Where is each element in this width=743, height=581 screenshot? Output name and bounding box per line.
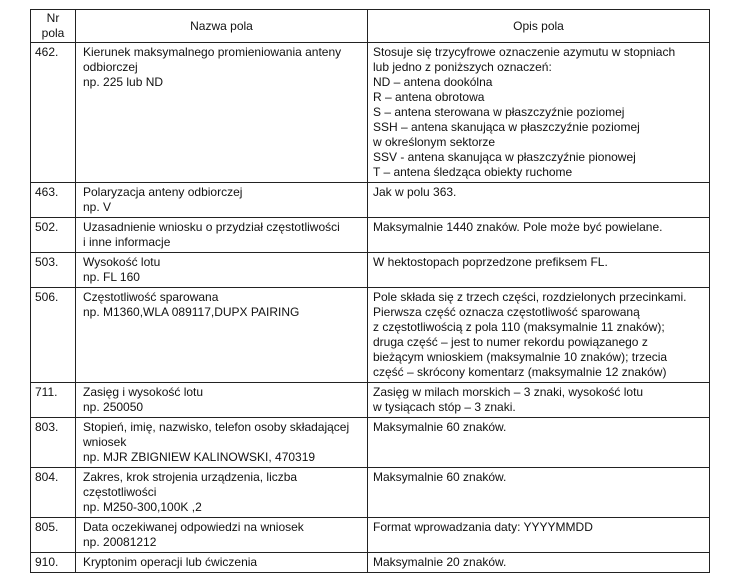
- header-field-description: Opis pola: [368, 10, 710, 43]
- field-name: Zasięg i wysokość lotu np. 250050: [76, 383, 368, 418]
- field-description: Format wprowadzania daty: YYYYMMDD: [368, 518, 710, 553]
- field-name: Polaryzacja anteny odbiorczej np. V: [76, 183, 368, 218]
- field-description: Zasięg w milach morskich – 3 znaki, wysokość lotu w tysiącach stóp – 3 znaki.: [368, 383, 710, 418]
- field-description: Stosuje się trzycyfrowe oznaczenie azymutu w stopniach lub jedno z poniższych oznaczeń: ND – antena dookólna R – antena obrotowa S – antena sterowana w płaszczyźnie poziomej SSH – antena skanująca w płaszczyźnie poziomej w określonym sektorze SSV - antena skanująca w płaszczyźnie pionowej T – antena śledząca obiekty ruchome: [368, 43, 710, 183]
- header-field-name: Nazwa pola: [76, 10, 368, 43]
- field-number: 506.: [31, 288, 76, 383]
- field-name: Częstotliwość sparowana np. M1360,WLA 089117,DUPX PAIRING: [76, 288, 368, 383]
- field-description: Pole składa się z trzech części, rozdzielonych przecinkami. Pierwsza część oznacza częstotliwość sparowaną z częstotliwością z pola 110 (maksymalnie 11 znaków); druga część – jest to numer rekordu powiązanego z bieżącym wnioskiem (maksymalnie 10 znaków); trzecia część – skrócony komentarz (maksymalnie 12 znaków): [368, 288, 710, 383]
- header-field-number: Nr pola: [31, 10, 76, 43]
- header-row: [31, 10, 710, 43]
- table-row: [31, 418, 710, 468]
- field-description: W hektostopach poprzedzone prefiksem FL.: [368, 253, 710, 288]
- field-name: Kryptonim operacji lub ćwiczenia: [76, 553, 368, 573]
- field-number: 803.: [31, 418, 76, 468]
- field-name: Stopień, imię, nazwisko, telefon osoby składającej wniosek np. MJR ZBIGNIEW KALINOWSKI, 470319: [76, 418, 368, 468]
- field-name: Zakres, krok strojenia urządzenia, liczba częstotliwości np. M250-300,100K ,2: [76, 468, 368, 518]
- table-header: [31, 10, 710, 43]
- table-row: [31, 383, 710, 418]
- field-number: 804.: [31, 468, 76, 518]
- table-row: [31, 288, 710, 383]
- field-description: Jak w polu 363.: [368, 183, 710, 218]
- field-description: Maksymalnie 60 znaków.: [368, 468, 710, 518]
- field-number: 502.: [31, 218, 76, 253]
- field-number: 711.: [31, 383, 76, 418]
- table-row: [31, 218, 710, 253]
- table-row: [31, 518, 710, 553]
- field-number: 910.: [31, 553, 76, 573]
- field-number: 503.: [31, 253, 76, 288]
- field-name: Uzasadnienie wniosku o przydział częstotliwości i inne informacje: [76, 218, 368, 253]
- fields-table: [30, 9, 710, 573]
- field-description: Maksymalnie 60 znaków.: [368, 418, 710, 468]
- table-row: [31, 183, 710, 218]
- field-number: 463.: [31, 183, 76, 218]
- table-row: [31, 43, 710, 183]
- field-name: Wysokość lotu np. FL 160: [76, 253, 368, 288]
- field-number: 805.: [31, 518, 76, 553]
- table-row: [31, 253, 710, 288]
- field-description: Maksymalnie 1440 znaków. Pole może być powielane.: [368, 218, 710, 253]
- table-body: [31, 43, 710, 573]
- field-number: 462.: [31, 43, 76, 183]
- table-row: [31, 468, 710, 518]
- field-name: Kierunek maksymalnego promieniowania anteny odbiorczej np. 225 lub ND: [76, 43, 368, 183]
- table-row: [31, 553, 710, 573]
- field-name: Data oczekiwanej odpowiedzi na wniosek np. 20081212: [76, 518, 368, 553]
- field-description: Maksymalnie 20 znaków.: [368, 553, 710, 573]
